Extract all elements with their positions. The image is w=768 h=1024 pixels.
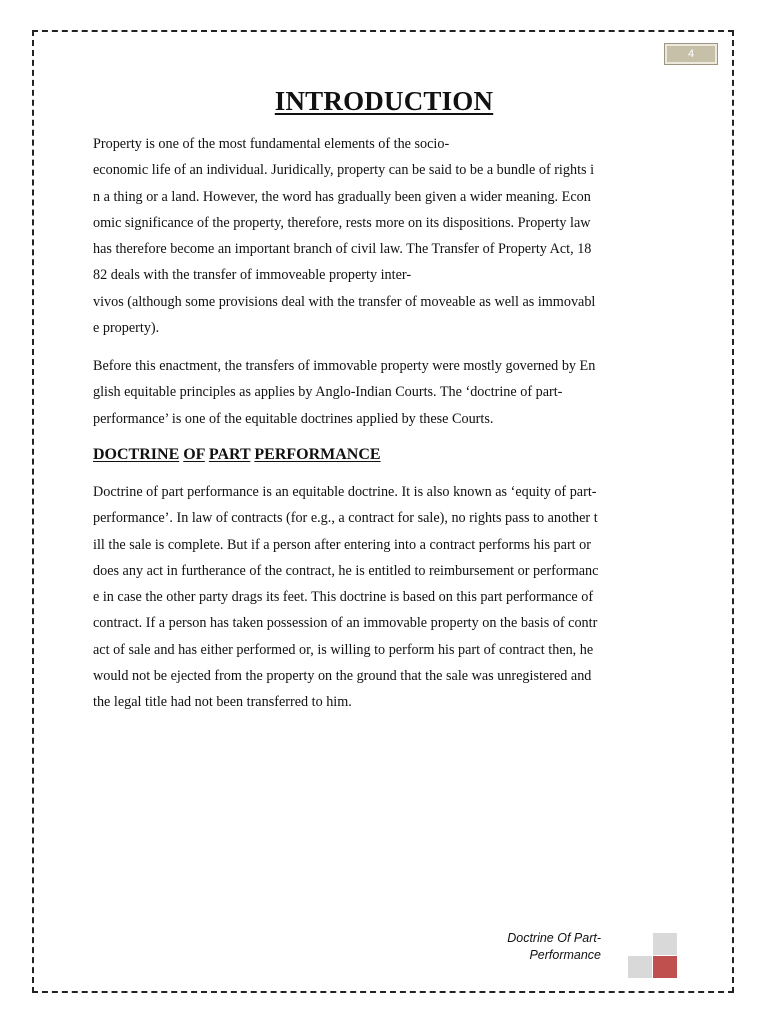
section-heading (93, 446, 381, 464)
heading-word: PART (208, 446, 251, 463)
page-title: INTRODUCTION (274, 86, 494, 116)
text-line: performance’. In law of contracts (for e.g., a contract for sale), no rights pass to another t (93, 510, 598, 527)
heading-word: OF (183, 446, 205, 463)
enactment-paragraph (93, 353, 675, 432)
doctrine-paragraph (93, 479, 675, 716)
text-line: would not be ejected from the property on the ground that the sale was unregistered and (93, 668, 592, 685)
text-line: Property is one of the most fundamental elements of the socio- (93, 136, 450, 152)
footer-decor-square-gray (628, 956, 652, 978)
text-line: omic significance of the property, therefore, rests more on its dispositions. Property law (93, 214, 591, 231)
text-line: economic life of an individual. Juridically, property can be said to be a bundle of rights i (93, 162, 595, 179)
page-number-badge: 4 (664, 43, 718, 65)
footer-decor-square-red (653, 956, 677, 978)
text-line: Before this enactment, the transfers of immovable property were mostly governed by En (93, 358, 596, 374)
text-line: the legal title had not been transferred to him. (93, 694, 352, 711)
text-line: e property). (93, 320, 160, 337)
text-line: e in case the other party drags its feet. This doctrine is based on this part performance of (93, 589, 594, 606)
text-line: n a thing or a land. However, the word has gradually been given a wider meaning. Econ (93, 188, 591, 205)
heading-word: DOCTRINE (93, 446, 180, 463)
footer-line: Doctrine Of Part- (507, 931, 601, 945)
text-line: 82 deals with the transfer of immoveable property inter- (93, 267, 412, 284)
text-line: performance’ is one of the equitable doctrines applied by these Courts. (93, 410, 494, 427)
text-line: Doctrine of part performance is an equitable doctrine. It is also known as ‘equity of part- (93, 484, 597, 500)
heading-word: PERFORMANCE (254, 446, 381, 463)
text-line: does any act in furtherance of the contract, he is entitled to reimbursement or performanc (93, 562, 599, 579)
text-line: contract. If a person has taken possession of an immovable property on the basis of contr (93, 615, 598, 632)
footer-decor-square-gray (653, 933, 677, 955)
footer-title (507, 930, 601, 964)
footer-line: Performance (529, 948, 601, 962)
intro-paragraph (93, 131, 675, 341)
text-line: glish equitable principles as applies by Anglo-Indian Courts. The ‘doctrine of part- (93, 384, 563, 401)
text-line: has therefore become an important branch of civil law. The Transfer of Property Act, 18 (93, 241, 592, 258)
text-line: vivos (although some provisions deal with the transfer of moveable as well as immovabl (93, 293, 596, 310)
text-line: ill the sale is complete. But if a person after entering into a contract performs his part or (93, 536, 591, 553)
text-line: act of sale and has either performed or, is willing to perform his part of contract then, he (93, 641, 594, 658)
